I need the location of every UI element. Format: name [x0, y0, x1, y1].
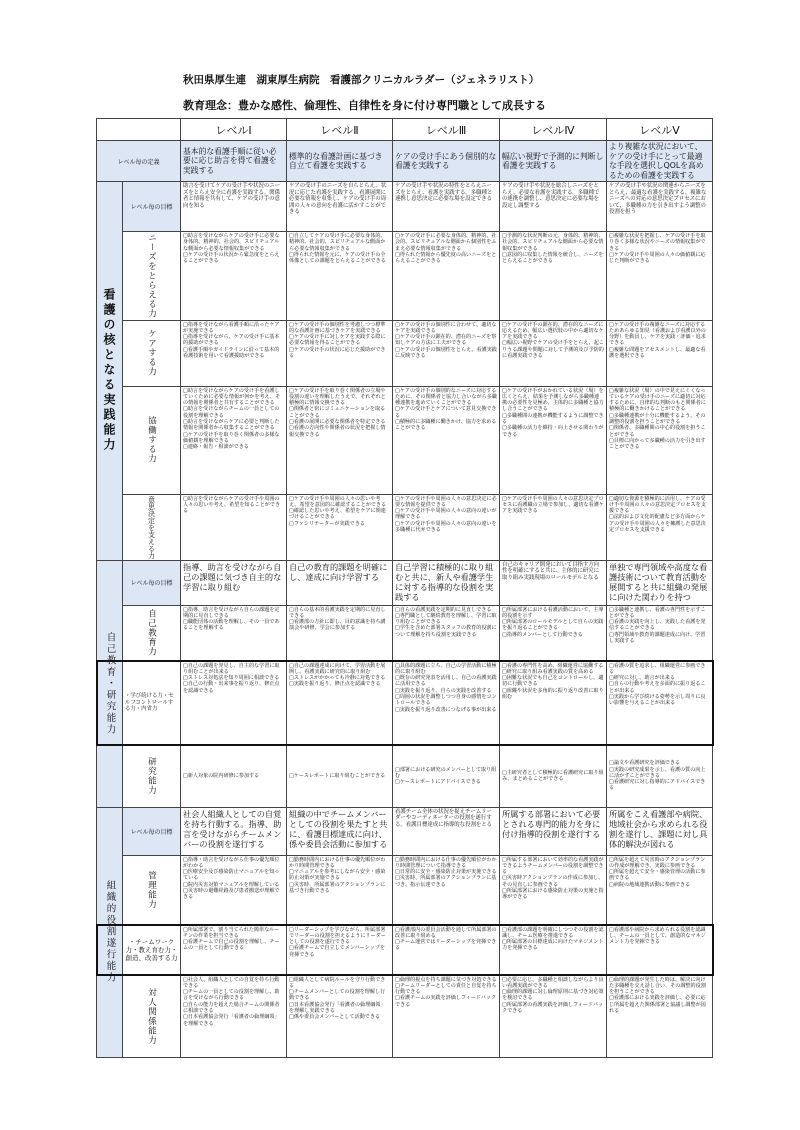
competency-cell: □勤務時間内における仕事の優先順位がわかり時間管理について指導できる □日常的に安全・感染防止対策が実施できる □災害時、所属部署のアクションプランに基づき、指示伝達できる	[393, 855, 500, 925]
organization-row-teamwork	[97, 925, 713, 975]
competency-cell: □自立してケアの受け手に必要な身体的、精神的、社会的、スピリチュアルな側面から必要な情報収集ができる □得られた情報を元に、ケアの受け手の全体像としての課題をとらえることができる	[287, 232, 393, 321]
competency-cell: □予測的な状況判断の元、身体的、精神的、社会的、スピリチュアルな側面から必要な情報収集ができる □意図的に収集した情報を統合し、ニーズをとらえることができる	[500, 232, 607, 321]
definition-cell: ケアの受け手にあう個別的な看護を実践する	[393, 141, 500, 182]
competency-cell: □倫理的課題が発生した時は、解決に向けた多職種を交え話し合い、その調整的役割を担うことができる □看護部における実践を評価し、必要に応じ所属を超えた関係部署と協議し調整が図れる	[607, 975, 713, 1057]
row-label: 対人関係能力	[146, 987, 157, 1045]
competency-cell: □ケアの受け手を取り巻く関係者の立場や役割の違いを理解したうえで、それぞれと積極的に情報交換できる □関係者と密にコミュニケーションを取ることができる □看護の展開に必要な関係者を特定できる □看護の方向性や関係者の状況を把握し情報交換できる	[287, 386, 393, 494]
competency-cell: □組織人として病院ルールを守り行動できる □チームメンバーとしての役割を理解し行動できる □日本看護協会発行「看護者の倫理綱領」を理解し実践できる □係や委員会メンバーとして活動できる	[287, 975, 393, 1057]
goal-label: レベル毎の目標	[123, 807, 181, 855]
competency-cell: □勤務時間内における仕事の優先順位がわかり時間管理できる □マニュアルを参考にしながら安全・感染防止対策が実施できる □災害時、所属部署のアクションプランに基づき行動できる	[287, 855, 393, 925]
self-education-goal-row	[97, 560, 713, 605]
goal-cell: 自己学習に積極的に取り組むと共に、新人や看護学生に対する指導的な役割を実践する	[393, 560, 500, 605]
competency-cell: □部署における研究のメンバーとして取り組む □ケースレポートにアドバイスできる	[393, 745, 500, 807]
definition-cell: より複雑な状況において、ケアの受け手にとって最適な手段を選択しQOLを高めるための看護を実践する	[607, 141, 713, 182]
competency-cell: □助言を受けながらケアの受け手を看護していくために必要な情報が何かを考え、その情報を関係者と共有することができる □助言を受けながらチームの一員としての役割を理解できる □助言を受けながらケアに必要と判断した情報を関係者から収集することができる □ケアの受け手を取り巻く関係者の多様な価値観を理解できる □連絡・報告・相談ができる	[181, 386, 287, 494]
practice-row-care	[97, 320, 713, 386]
goal-cell: 助言を受けてケアの受け手や状況のニーズをとらえ安全に看護を実践する。関係者と情報を共有して、ケアの受け手の意向を知る	[181, 182, 287, 232]
self-education-row-learning	[97, 661, 713, 745]
document-title: 秋田県厚生連 湖東厚生病院 看護部クリニカルラダー（ジェネラリスト）	[183, 74, 540, 86]
category-organization	[97, 807, 123, 1057]
level-1-header: レベルⅠ	[181, 119, 287, 141]
goal-label: レベル毎の目標	[123, 182, 181, 232]
level-3-header: レベルⅢ	[393, 119, 500, 141]
goal-cell: ケアの受け手や状況を総合しニーズをとらえ、必要な看護を実践する。多職種での連携を調整し、意思決定に必要な場を設定し調整する	[500, 182, 607, 232]
competency-cell: □自己の課題を発見し、自主的な学習に取り組むことが出来る □ストレス対処法を知り周囲に相談できる □自己の行動・出来事を振り返り、修正点を認識できる	[181, 661, 287, 745]
goal-cell: 所属をこえ看護部や病院、地域社会から求められる役割を遂行し、課題に対し具体的解決が図れる	[607, 807, 713, 855]
goal-cell: ケアの受け手のニーズを自らとらえ、状況に応じた看護を実践する。看護展開に必要な情報を収集し、ケアの受け手の周囲の人々の意向を看護に活かすことができる	[287, 182, 393, 232]
category-practice	[97, 182, 123, 561]
competency-cell: □自らの基本的看護実践を定期的に見直しできる □看護部の方針に即し、目的意識を持ち講演会や研修、学会に参加する	[287, 605, 393, 661]
goal-cell: 看護チーム全体の状況を捉えチームリーダーやコーディネーターの役割を遂行する。看護目標達成に指導的な役割をとる	[393, 807, 500, 855]
category-self-education	[97, 560, 123, 807]
education-philosophy: 教育理念：豊かな感性、倫理性、自律性を身に付け専門職として成長する	[183, 99, 546, 112]
row-label: ニーズをとらえる力	[146, 233, 157, 319]
row-label: ・チームワーク力・教え育む力・創造、改善する力	[125, 938, 178, 962]
row-label: ・学び続ける力・セルフコントロールする力・内省力	[125, 693, 174, 713]
row-label: 意思決定を支える力	[147, 495, 156, 559]
competency-cell: □論文や看護研究を評価できる □実践の研究成果を示し、看護の質の向上に活かすことができる □看護研究に対し指導的にアドバイスできる	[607, 745, 713, 807]
category-label: 組織的役割遂行能力	[104, 880, 116, 984]
practice-row-decision-support	[97, 494, 713, 560]
competency-cell: □ケアの受け手の顕在的、潜在的なニーズに応えるため、幅広い選択肢の中から適切なケアを実践できる □幅広い視野でケアの受け手をとらえ、起こりうる課題や問題に対して予測的及び予防的に看護実践できる	[500, 320, 607, 386]
competency-cell: □指導を受けながら看護手順に沿ったケアが実施できる □指導を受けながら、ケアの受け手に基本的援助ができる □看護手順やガイドラインに沿って基本的看護技術を用いて看護援助ができる	[181, 320, 287, 386]
definition-cell: 基本的な看護手順に従い必要に応じ助言を得て看護を実践する	[181, 141, 287, 182]
competency-cell: □所属を超えて災害時のアクションプランの作成が理解でき、実践に参画できる □所属を超えて安全・感染管理の活動に参画できる □病院の地域連携活動に参画できる	[607, 855, 713, 925]
competency-cell: □ケアの受け手の個別性に合わせて、適切なケアを実践できる □ケアの受け手の顕在的、潜在的ニーズを察知しケアの方法に工夫ができる □ケアの受け手の個別性をとらえ、看護実践に反映できる	[393, 320, 500, 386]
practice-goal-row	[97, 182, 713, 232]
organization-row-interpersonal	[97, 975, 713, 1057]
level-header-row	[97, 119, 713, 141]
competency-cell: □指導、助言を受けながら自らの課題を定期的に見直しできる □職能団体の活動を理解し、その一員であることを理解する	[181, 605, 287, 661]
category-label: 看護の核となる実践能力	[102, 288, 116, 454]
goal-cell: 組織の中でチームメンバーとしての役割を果たすと共に、看護目標達成に向け、係や委員会活動に参加する	[287, 807, 393, 855]
competency-cell: □ケアの受け手や周囲の人々の思いや考え、希望を意図的に確認することができる □確認した思いや考え、希望をケアに関連づけることができる □ファシリテーターが実践できる	[287, 494, 393, 560]
competency-cell: □ケアの受け手や周囲の人々の意思決定に必要な情報を提供できる □ケアの受け手や周囲の人々の意向の違いが理解できる □ケアの受け手や周囲の人々の意向の違いを多職種に代弁できる	[393, 494, 500, 560]
competency-cell: □看護の質を追求し、組織運営に参画できる □研究に対し、助言が出来る □自らの行動や考えを多面的に振り返ることが出来る □実践から学び続ける姿勢を示し周りに良い影響を与えることが出来る	[607, 661, 713, 745]
row-label: 自己教育力	[146, 609, 157, 657]
row-label: 協働する力	[146, 416, 157, 464]
level-2-header: レベルⅡ	[287, 119, 393, 141]
competency-cell: □看護部内の委員会活動を通して所属部署の改善に取り組める □チーム運営ではリーダーシップを発揮できる	[393, 925, 500, 975]
competency-cell: □助言を受けながらケアの受け手や周囲の人々の思いや考え、希望を知ることができる	[181, 494, 287, 560]
goal-cell: 自己の教育的課題を明確にし、達成に向け学習する	[287, 560, 393, 605]
goal-cell: 社会人組織人としての自覚を持ち行動する。指導、助言を受けながらチームメンバーの役割を遂行する	[181, 807, 287, 855]
competency-cell: □具体的課題に立ち、自己の学習活動に積極的に取り組む □既存の研究発表を活用し、自己の看護実践に活用できる □実践を振り返り、自らの実践を改善する □周囲の状況を調整しつつ自身の感情をコントロールできる □実践を振り返り改善につなげる事が出来る	[393, 661, 500, 745]
competency-cell: □社会人、組織人としての自覚を持ち行動できる □チームの一員としての役割を理解し、助言を受けながら行動できる □自らの能力を超えた場合チームの関係者に相談できる □日本看護協会発行「看護者の倫理綱領」を理解できる	[181, 975, 287, 1057]
competency-cell: □看護部や病院から求められる役割を認識し、チームの一員として、創造的なマネジメント力を発揮できる	[607, 925, 713, 975]
competency-cell: □所属部署で、割り当てられた簡単なルーチンの作業を担当できる □看護チームで自己の役割を理解し、チームの一員として行動できる	[181, 925, 287, 975]
competency-cell: □ケアの受け手に必要な身体的、精神的、社会的、スピリチュアルな側面から個別性をふまえ必要な情報収集ができる □得られた情報から優先度の高いニーズをとらえることができる	[393, 232, 500, 321]
row-label: 管理能力	[146, 871, 157, 909]
competency-cell: □看護部の課題を明確にしつつその役割を認識し、チーム医療を推進できる □所属部署の目標達成に向けたマネジメント力を発揮できる	[500, 925, 607, 975]
competency-cell: □ケアの受け手の複雑なニーズに対応するためあらゆる知見（看護および看護以外の分野）を動員し、ケアを実践・評価・追求できる □複雑な問題をアセスメントし、最適な看護を選択できる	[607, 320, 713, 386]
competency-cell: □自らの看護実践を定期的に見直しできる □専門職として継続教育を理解し、学習に取り組むことができる □学生を含めた部署スタッフの教育的役割について理解を持ち役割を実践できる	[393, 605, 500, 661]
level-4-header: レベルⅣ	[500, 119, 607, 141]
goal-label: レベル毎の目標	[123, 560, 181, 605]
competency-cell: □指導・助言を受けながら仕事の優先順位がわかる □医療安全及び感染防止マニュアルを知っている □院内災害対策マニュアルを理解している □災害時の避難経路及び患者搬送が理解できる	[181, 855, 287, 925]
competency-cell: □ケースレポートに取り組むことができる	[287, 745, 393, 807]
self-education-row-self	[97, 605, 713, 661]
category-label: 自己教育・研究能力	[104, 631, 116, 736]
definition-label: レベル毎の定義	[97, 141, 181, 182]
goal-cell: ケアの受け手や状況の関連からニーズをとらえ、最適な看護を実践する。複雑なニーズへの対応の意思決定プロセスにおいて、多職種の力を引き出すよう調整の役割を担う	[607, 182, 713, 232]
competency-cell: □リーダーシップを学びながら、所属部署でリーダーの役割を担えるようにリーダーとしての役割を遂行できる □看護チームで自立してメンバーシップを発揮できる	[287, 925, 393, 975]
goal-cell: 所属する部署において必要とされる専門的能力を身に付け指導的役割を遂行する	[500, 807, 607, 855]
competency-cell: □ケアの受け手の個別性を考慮しつつ標準的な看護計画に基づきケアを実践できる □ケアの受け手に対しケアを実践する際に必要な情報を得ることができる □ケアの受け手の状況に応じた援助ができる	[287, 320, 393, 386]
competency-cell: □ケアの受け手の個別的なニーズに対応するために、その関係者と協力し合いながら多職種連携を進めていくことができる □ケアの受け手とケアについて意見交換できる □積極的に多職種に働きかけ、協力を求めることができる	[393, 386, 500, 494]
competency-cell: □所属部署における看護活動において、主導的役割を示す □所属部署のロールモデルとして自らの実践を振り返ることができる □指導的メンバーとして行動できる	[500, 605, 607, 661]
competency-cell: □ケアの受け手や周囲の人々の意思決定プロセスに看護職の立場で参加し、適切な看護ケアを実践できる	[500, 494, 607, 560]
practice-row-collaboration	[97, 386, 713, 494]
competency-cell: □看護の専門性を高め、組織運営に協働する □研究に取り組み看護実践の質を高める □困難な状況でも自己をコントロールし、適切に行動できる □組織や状況を多角的に振り返り改善に取り組む	[500, 661, 607, 745]
competency-cell: □主研究者として積極的に看護研究に取り組み、まとめることができる	[500, 745, 607, 807]
goal-cell: 自己のキャリア開発において目指す方向性を明確にすると共に、主体的に研究に取り組み実践現場のロールモデルとなる	[500, 560, 607, 605]
competency-cell: □適切な資源を積極的に活用し、ケアの受け手や周囲の人々の意思決定プロセスを支援できる □法的および文化的配慮など多方面からケアの受け手や周囲の人々を擁護した意思決定プロセスを支援できる	[607, 494, 713, 560]
competency-cell: □複雑な状況を把握し、ケアの受け手を取り巻く多様な状況やニーズの情報収集ができる □ケアの受け手や周囲の人々の価値観に応じた判断ができる	[607, 232, 713, 321]
self-education-row-research	[97, 745, 713, 807]
goal-cell: ケアの受け手や状況の特性をとらえニーズをとらえ、看護を実践する。多職種と連携し意思決定に必要な場を設定できる	[393, 182, 500, 232]
definition-cell: 標準的な看護計画に基づき自立て看護を実践する	[287, 141, 393, 182]
row-label: ケアする力	[146, 329, 157, 377]
competency-cell: □複雑な状況（場）の中で見えにくくなっているケアの受け手のニーズに適切に対応するために、自律的な判断のもと関係者に積極的に働きかけることができる □多職種連携が十分に機能するよう、その調整的役割を担うことができる □関係者、多職種間の中心的役割を担うことができる □目標に向かって多職種の活力を引き出すことができる	[607, 386, 713, 494]
goal-cell: 単独で専門領域や高度な看護技術について教育活動を展開すると共に組織の発展に向けた関わりを持つ	[607, 560, 713, 605]
organization-goal-row	[97, 807, 713, 855]
level-definition-row	[97, 141, 713, 182]
competency-cell: □助言を受けながらケアの受け手に必要な身体的、精神的、社会的、スピリチュアルな側面から必要な情報収集ができる □ケアの受け手の状況から緊急度をとらえることができる	[181, 232, 287, 321]
definition-cell: 幅広い視野で予測的に判断し看護を実践する	[500, 141, 607, 182]
level-5-header: レベルⅤ	[607, 119, 713, 141]
competency-cell: □ケアの受け手がおかれている状況（場）を広くとらえ、結果を予測しながら多職種連携の必要性を見極め、主体的に多職種と協力し合うことができる □多職種間の連携が機能するように調整できる □多職種の活力を維持・向上させる関わりができる	[500, 386, 607, 494]
competency-cell: □所属する部署において効率的な看護実践ができるようチームメンバーの役割を調整できる □災害時アクションプランの作成に参加し、その見直しに参画できる □所属部署における感染防止対策の実施と指導ができる	[500, 855, 607, 925]
competency-cell: □必要に応じ、多職種と相談しながらより良い看護実践ができる □倫理的課題に対し倫理原則に基づき対応策を検討できる □所属部署の看護実践を評価しフィードバックできる	[500, 975, 607, 1057]
goal-cell: 指導、助言を受けながら自己の課題に気づき自主的な学習に取り組む	[181, 560, 287, 605]
organization-row-management	[97, 855, 713, 925]
practice-row-needs	[97, 232, 713, 321]
competency-cell: □自己の課題達成に向けて、学習活動を展開し、看護実践に研究的に取り組む □ストレスがかかっても冷静に対処できる □実践を振り返り、修正点を認識できる	[287, 661, 393, 745]
clinical-ladder-table	[96, 118, 713, 1058]
row-label: 研究能力	[146, 757, 157, 795]
competency-cell: □多職種と連携し、看護の専門性を示すことができる □看護の実践を向上し、実践した看護を発信することができる □専門領域や教育的課題達成に向け、学習し実践する	[607, 605, 713, 661]
competency-cell: □倫理的視点を持ち課題に気づき対処できる □チームリーダーとしての責任と自覚を持ち行動できる □看護チームの実践を評価しフィードバックできる	[393, 975, 500, 1057]
competency-cell: □新人対象の院内研修に参加する	[181, 745, 287, 807]
